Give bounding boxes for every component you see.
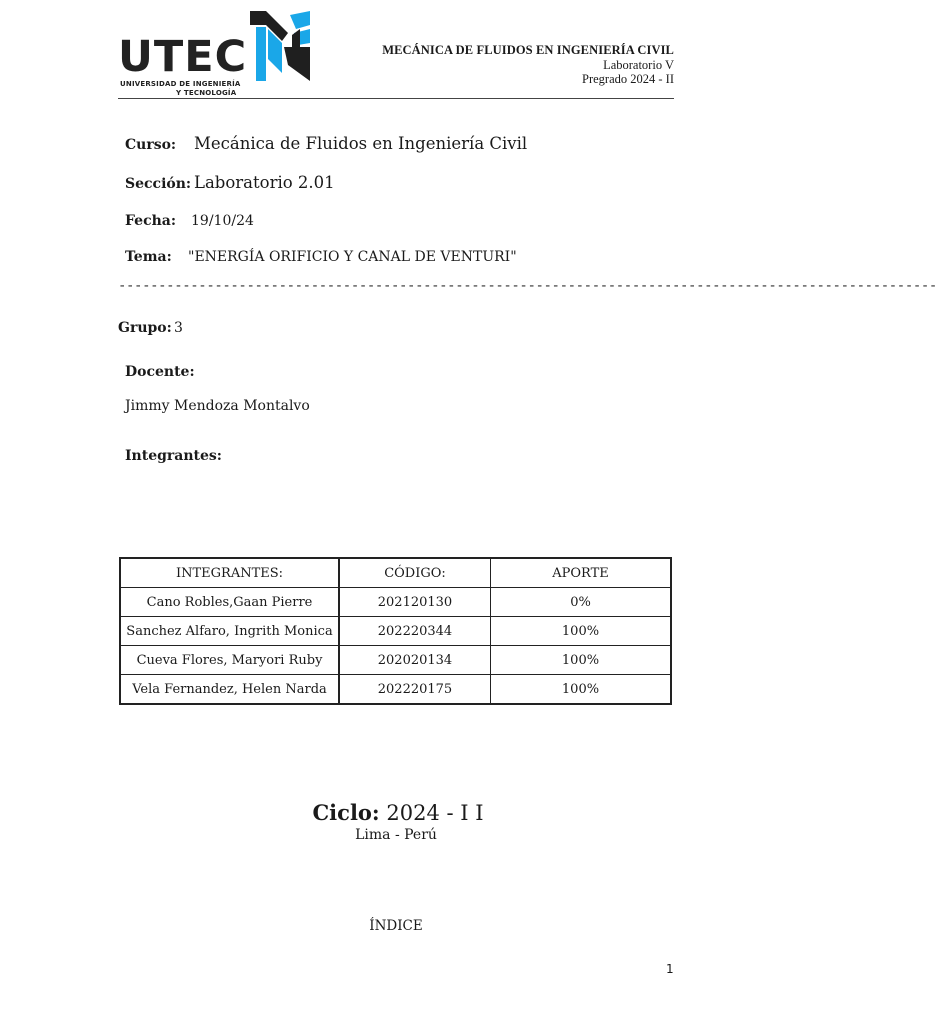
curso-label: Curso: (125, 137, 177, 153)
ciclo-value: 2024 - I I (386, 801, 484, 825)
index-title: ÍNDICE (369, 918, 423, 934)
logo-wordmark: UTEC (118, 32, 248, 82)
tema-value: "ENERGÍA ORIFICIO Y CANAL DE VENTURI" (188, 249, 517, 265)
header-course-title: MECÁNICA DE FLUIDOS EN INGENIERÍA CIVIL (382, 43, 674, 57)
member-contribution: 0% (491, 588, 672, 617)
member-code: 202120130 (339, 588, 491, 617)
table-row (120, 588, 671, 617)
member-name: Cueva Flores, Maryori Ruby (120, 646, 339, 675)
member-name: Vela Fernandez, Helen Narda (120, 675, 339, 705)
logo-subtitle-line2: Y TECNOLOGÍA (176, 89, 237, 97)
header-integrantes: INTEGRANTES: (120, 558, 339, 588)
member-contribution: 100% (491, 646, 672, 675)
member-code: 202220175 (339, 675, 491, 705)
docente-label: Docente: (125, 364, 195, 380)
header-lab: Laboratorio V (603, 58, 674, 72)
table-row (120, 646, 671, 675)
tema-label: Tema: (125, 249, 172, 265)
member-contribution: 100% (491, 617, 672, 646)
logo-subtitle-line1: UNIVERSIDAD DE INGENIERÍA (120, 80, 241, 88)
member-code: 202020134 (339, 646, 491, 675)
header-codigo: CÓDIGO: (339, 558, 491, 588)
page-number: 1 (666, 962, 674, 976)
utec-emblem-icon (248, 11, 314, 83)
members-table (119, 557, 672, 705)
logo-subtitle (120, 80, 241, 98)
table-row (120, 617, 671, 646)
header-divider (118, 98, 674, 99)
location: Lima - Perú (355, 827, 437, 843)
member-name: Cano Robles,Gaan Pierre (120, 588, 339, 617)
header-aporte: APORTE (491, 558, 672, 588)
fecha-label: Fecha: (125, 213, 177, 229)
dashed-separator: ------------------------------------------------------------------------------------------------------ (118, 278, 937, 294)
integrantes-label: Integrantes: (125, 448, 222, 464)
header-term: Pregrado 2024 - II (582, 72, 674, 86)
docente-value: Jimmy Mendoza Montalvo (125, 398, 310, 414)
member-name: Sanchez Alfaro, Ingrith Monica (120, 617, 339, 646)
member-code: 202220344 (339, 617, 491, 646)
fecha-value: 19/10/24 (191, 213, 254, 229)
ciclo-line (0, 800, 796, 825)
table-row (120, 675, 671, 705)
document-header-info (382, 43, 674, 86)
curso-value: Mecánica de Fluidos en Ingeniería Civil (194, 134, 528, 153)
seccion-label: Sección: (125, 176, 192, 192)
ciclo-label: Ciclo: (312, 800, 380, 825)
table-header-row (120, 558, 671, 588)
grupo-label: Grupo: (118, 320, 172, 336)
member-contribution: 100% (491, 675, 672, 705)
grupo-value: 3 (174, 320, 183, 336)
seccion-value: Laboratorio 2.01 (194, 173, 335, 192)
